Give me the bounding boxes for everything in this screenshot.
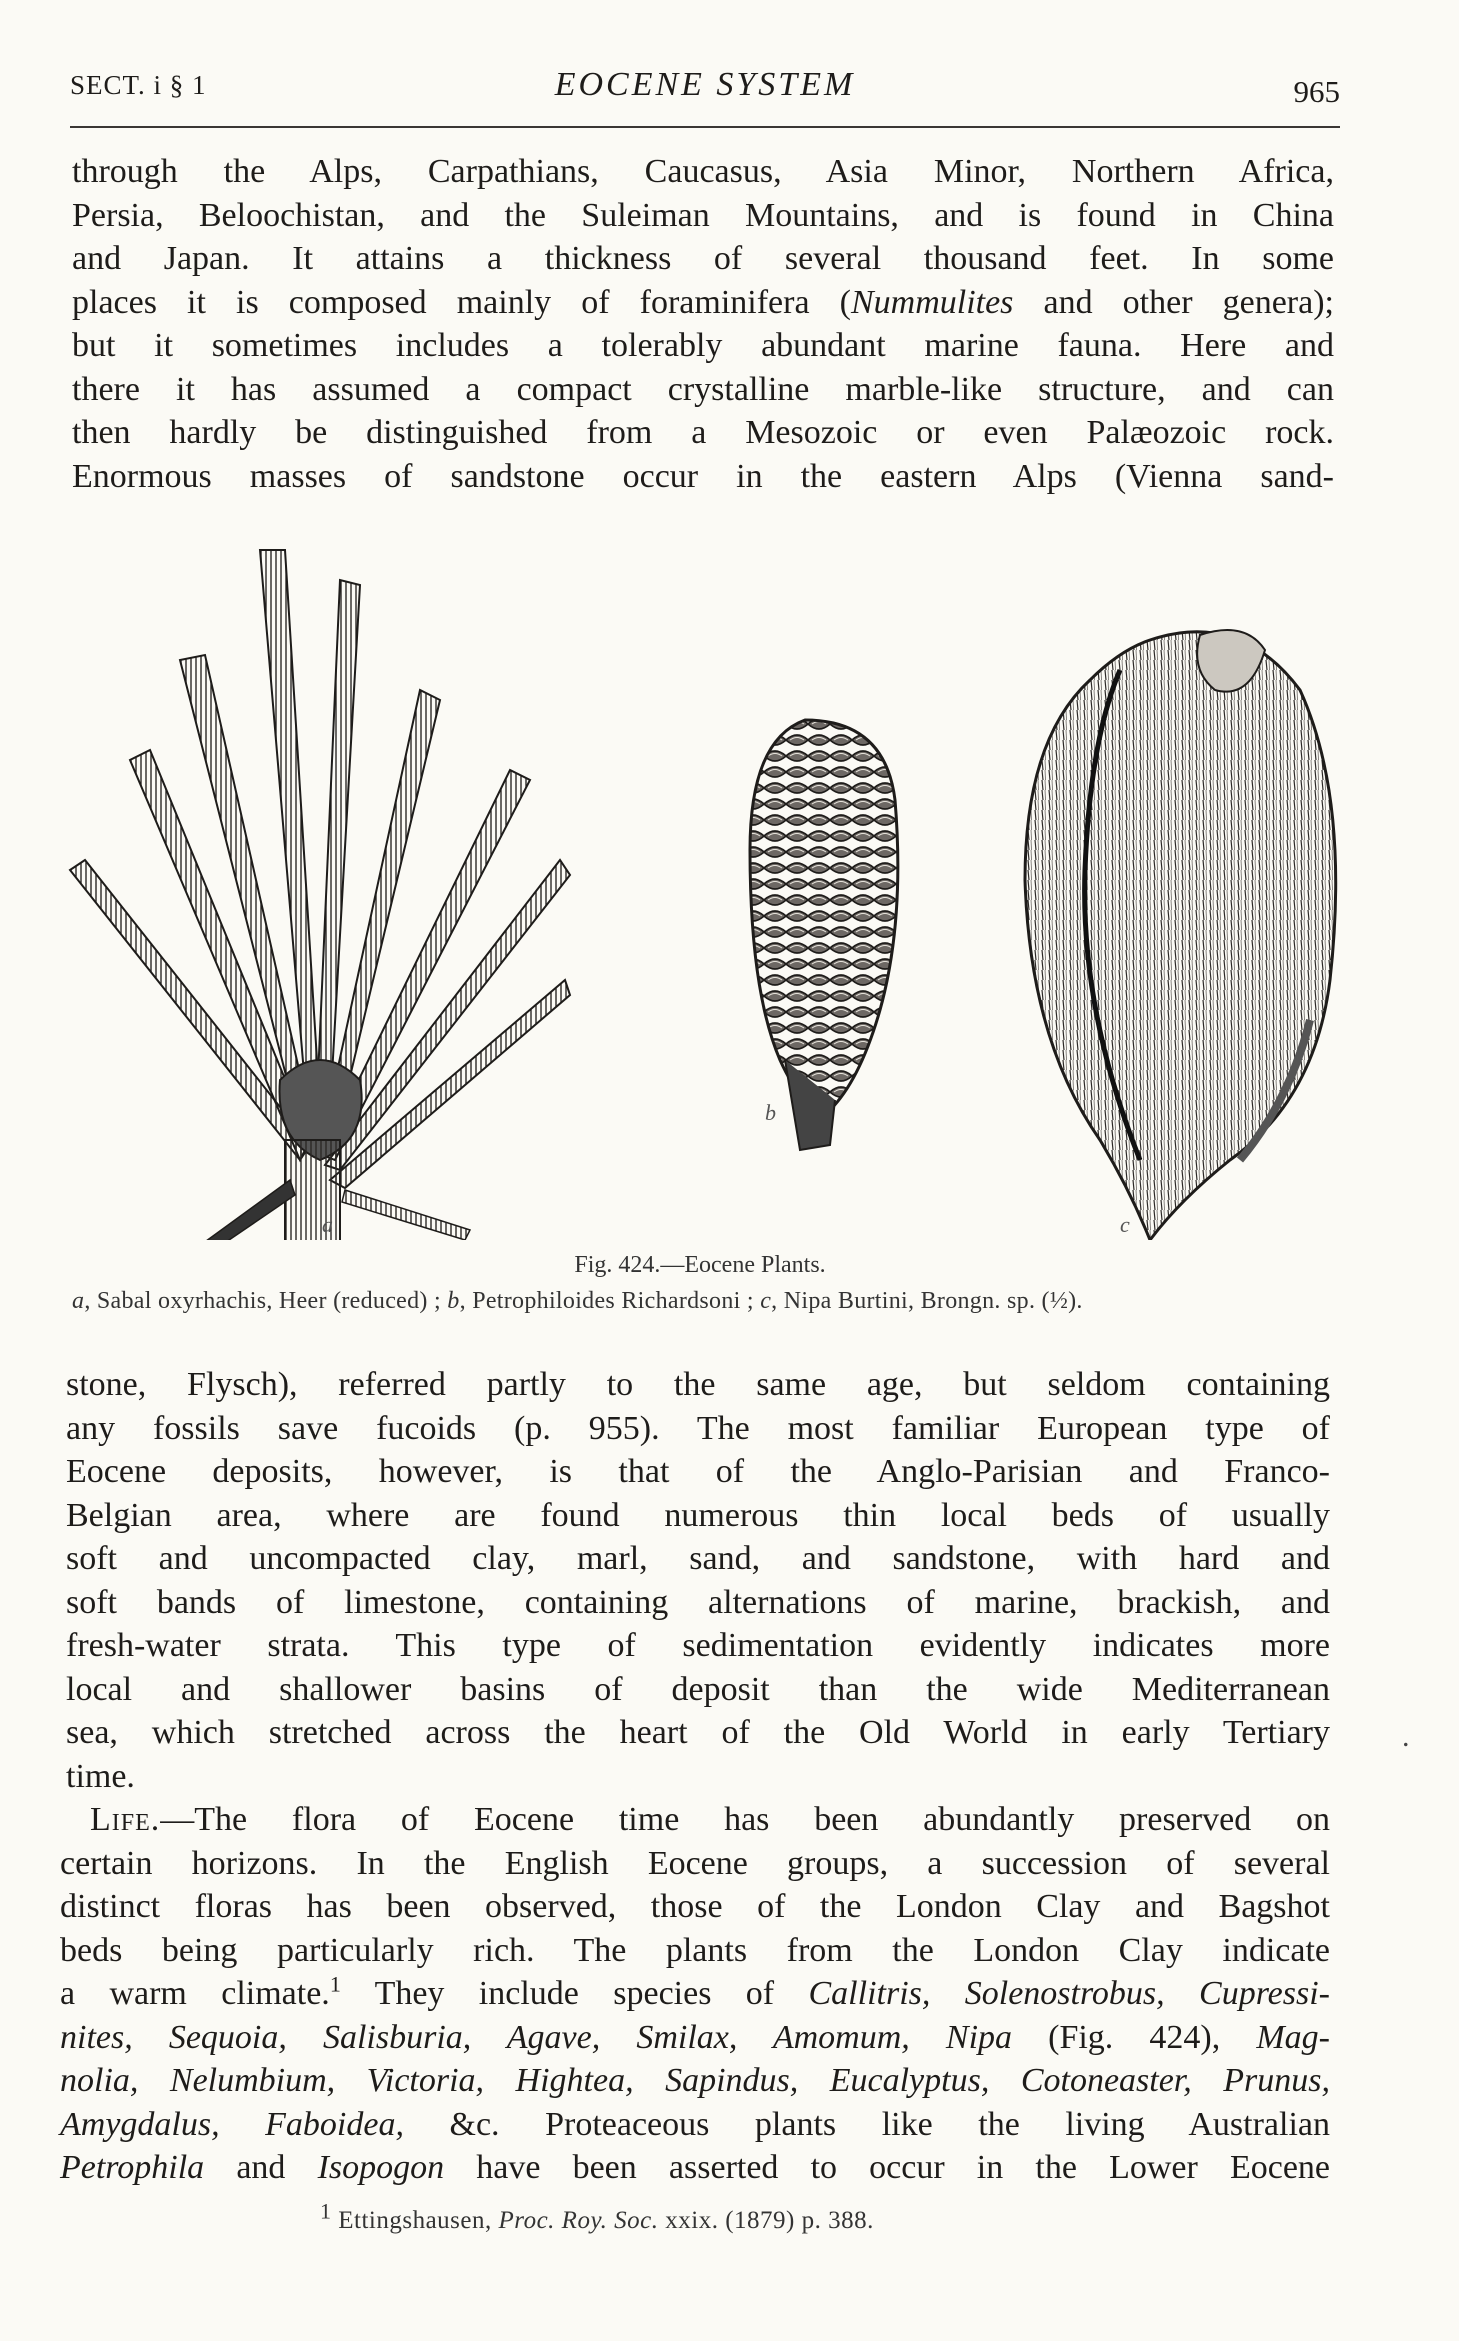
text-span: places it is composed mainly of foraminifera ( <box>72 283 851 321</box>
footnote-reference: xxix. (1879) p. 388. <box>658 2207 874 2234</box>
text-span: have been asserted to occur in the Lower Eocene <box>444 2149 1331 2186</box>
paragraph-middle <box>66 1363 1330 1798</box>
figure-label-b: b <box>765 1100 776 1125</box>
text-line: soft bands of limestone, containing alternations of marine, brackish, and <box>66 1583 1330 1621</box>
text-line: Enormous masses of sandstone occur in the eastern Alps (Vienna sand- <box>72 457 1334 495</box>
footnote <box>320 2198 874 2235</box>
footnote-journal: Proc. Roy. Soc. <box>498 2207 659 2234</box>
section-heading-life: Life. <box>90 1801 161 1838</box>
text-line <box>72 281 1334 325</box>
figure-label-a: a <box>322 1212 333 1237</box>
text-line <box>60 1798 1330 1842</box>
genus-list: Amygdalus, Faboidea, <box>60 2105 404 2143</box>
text-line: then hardly be distinguished from a Mesozoic or even Palæozoic rock. <box>72 414 1334 451</box>
footnote-author: Ettingshausen, <box>338 2207 499 2234</box>
figure-reference: (Fig. 424), <box>1012 2018 1257 2056</box>
caption-part: , Petrophiloides Richardsoni ; <box>459 1288 761 1314</box>
figure-424 <box>60 540 1340 1330</box>
text-span: &c. Proteaceous plants like the living Australian <box>403 2105 1330 2143</box>
margin-mark: . <box>1402 1720 1410 1753</box>
text-span: a warm climate. <box>60 1975 330 2012</box>
text-line: Eocene deposits, however, is that of the Anglo-Parisian and Franco- <box>66 1453 1330 1490</box>
caption-part: , Nipa Burtini, Brongn. sp. (½). <box>771 1288 1083 1314</box>
text-line: Belgian area, where are found numerous thin local beds of usually <box>66 1496 1330 1534</box>
text-line: Persia, Beloochistan, and the Suleiman Mountains, and is found in China <box>72 196 1334 234</box>
caption-part: c <box>760 1288 772 1314</box>
figure-label-c: c <box>1120 1212 1130 1237</box>
genus-list: Mag- <box>1256 2018 1330 2056</box>
text-line: soft and uncompacted clay, marl, sand, and sandstone, with hard and <box>66 1540 1330 1577</box>
text-line: distinct floras has been observed, those of the London Clay and Bagshot <box>60 1888 1330 1925</box>
text-span: —The flora of Eocene time has been abundantly preserved on <box>160 1801 1330 1838</box>
running-head <box>70 66 1340 116</box>
text-line: certain horizons. In the English Eocene groups, a succession of several <box>60 1844 1330 1882</box>
caption-part: a <box>72 1288 85 1314</box>
genus-name: Nummulites <box>850 283 1014 321</box>
eocene-plants-illustration <box>60 540 1340 1240</box>
text-span: They include species of <box>340 1975 809 2012</box>
nipa-fruit-drawing <box>1025 630 1336 1240</box>
sabal-palm-leaf-drawing <box>70 550 570 1240</box>
caption-part: b <box>447 1288 460 1314</box>
text-line: through the Alps, Carpathians, Caucasus, Asia Minor, Northern Africa, <box>72 153 1334 190</box>
figure-caption-description <box>72 1288 1342 1315</box>
section-reference: SECT. i § 1 <box>70 70 207 100</box>
text-line <box>60 1972 1330 2016</box>
paragraph-life <box>60 1798 1330 2190</box>
text-line: stone, Flysch), referred partly to the same age, but seldom containing <box>66 1366 1330 1403</box>
text-line: time. <box>66 1757 135 1795</box>
text-span: and other genera); <box>1013 283 1334 321</box>
genus-name: Isopogon <box>317 2149 445 2186</box>
petrophiloides-cone-drawing <box>750 720 898 1150</box>
page-number: 965 <box>1293 74 1340 109</box>
footnote-marker[interactable]: 1 <box>329 1971 341 1997</box>
text-line: any fossils save fucoids (p. 955). The most familiar European type of <box>66 1409 1330 1447</box>
text-line: there it has assumed a compact crystalline marble-like structure, and can <box>72 370 1334 408</box>
text-line: and Japan. It attains a thickness of several thousand feet. In some <box>72 240 1334 277</box>
text-span: and <box>204 2149 318 2186</box>
caption-part: , Sabal oxyrhachis, Heer (reduced) ; <box>84 1288 448 1314</box>
footnote-number: 1 <box>320 2198 332 2224</box>
text-line <box>60 2103 1330 2147</box>
text-line: local and shallower basins of deposit than the wide Mediterranean <box>66 1670 1330 1708</box>
paragraph-top <box>72 150 1334 498</box>
text-line <box>60 2016 1330 2060</box>
text-line <box>60 2146 1330 2190</box>
genus-name: Petrophila <box>60 2149 205 2186</box>
text-line: beds being particularly rich. The plants from the London Clay indicate <box>60 1931 1330 1969</box>
figure-caption-title: Fig. 424.—Eocene Plants. <box>574 1252 826 1278</box>
genus-list: nites, Sequoia, Salisburia, Agave, Smilax, Amomum, Nipa <box>60 2018 1013 2056</box>
genus-list: Callitris, Solenostrobus, Cupressi- <box>808 1975 1331 2012</box>
header-rule <box>70 126 1340 128</box>
text-line: sea, which stretched across the heart of the Old World in early Tertiary <box>66 1714 1330 1751</box>
chapter-title: EOCENE SYSTEM <box>554 66 856 103</box>
text-line: nolia, Nelumbium, Victoria, Hightea, Sapindus, Eucalyptus, Cotoneaster, Prunus, <box>60 2062 1330 2099</box>
text-line: but it sometimes includes a tolerably abundant marine fauna. Here and <box>72 327 1334 364</box>
text-line: fresh-water strata. This type of sedimentation evidently indicates more <box>66 1627 1330 1664</box>
